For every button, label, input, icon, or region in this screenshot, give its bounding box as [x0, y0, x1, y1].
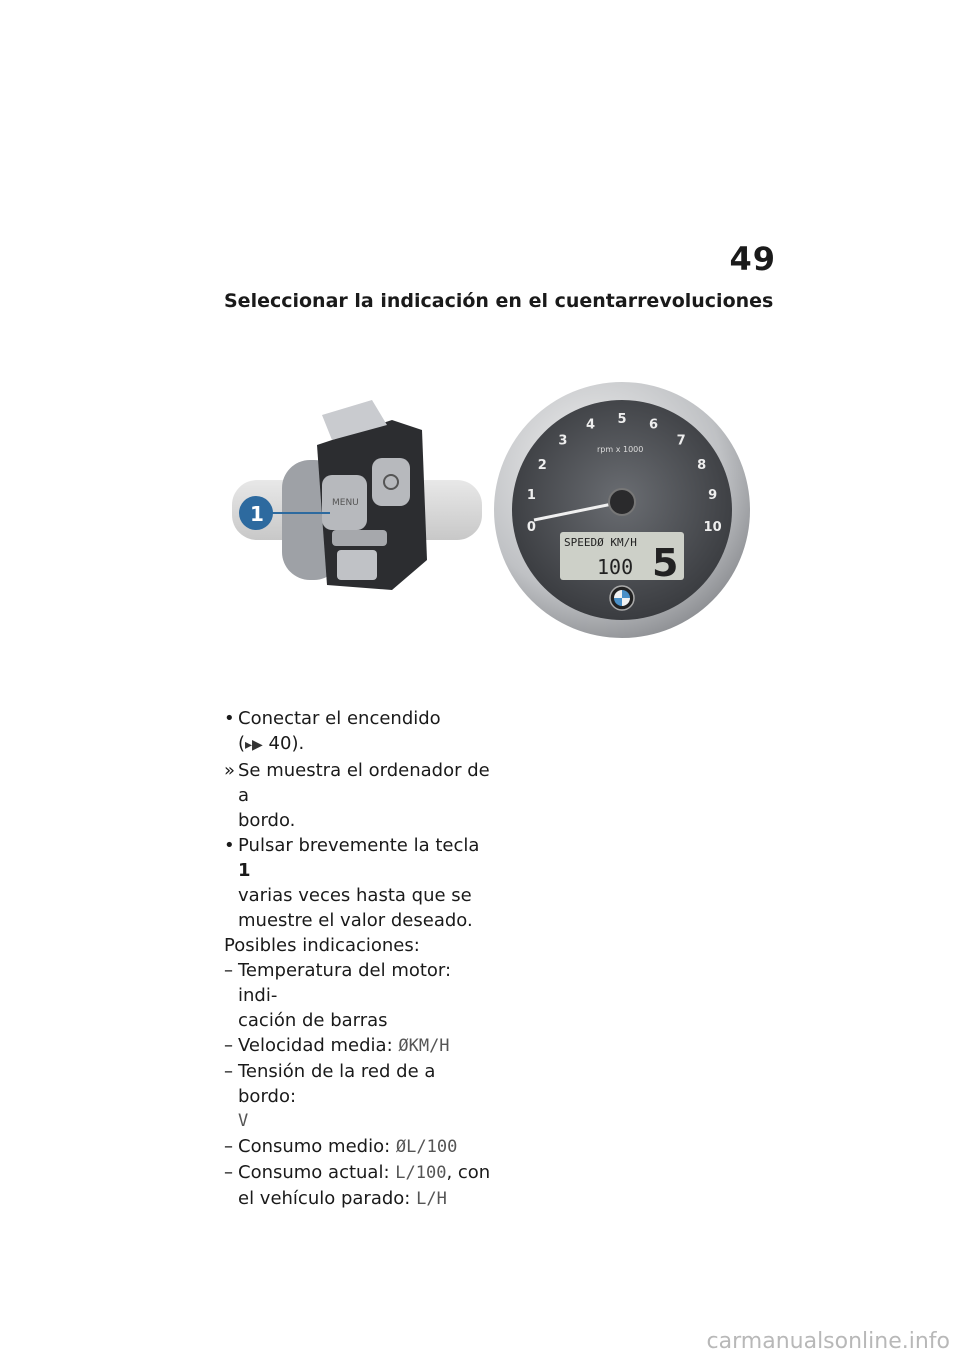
callout-1-label: 1 — [250, 502, 264, 526]
possible-label: Posibles indicaciones: — [224, 935, 420, 956]
dash-icon: – — [224, 1162, 233, 1183]
dash-icon: – — [224, 1061, 233, 1082]
item-text: Velocidad media: — [238, 1035, 399, 1056]
tacho-tick-label: 5 — [617, 412, 627, 427]
section-heading: Seleccionar la indicación en el cuentarrevoluciones — [224, 290, 774, 312]
ref-open: ( — [238, 733, 246, 754]
result-1 — [224, 758, 494, 808]
step-1 — [224, 706, 494, 731]
watermark: carmanualsonline.info — [706, 1329, 950, 1354]
result-1-cont: bordo. — [238, 810, 296, 831]
tacho-tick-label: 8 — [697, 458, 707, 473]
item-suffix: , con — [446, 1162, 491, 1183]
item-text: Consumo actual: — [238, 1162, 396, 1183]
instrument-figure — [222, 360, 782, 680]
tacho-tick-label: 4 — [585, 417, 596, 433]
menu-key-label: MENU — [332, 498, 359, 508]
item-code: ØKM/H — [398, 1036, 450, 1056]
item-code: ØL/100 — [395, 1137, 458, 1157]
item-cont-text: el vehículo parado: — [238, 1188, 417, 1209]
lower-switch — [337, 550, 377, 580]
item-cont-code: L/H — [416, 1189, 447, 1209]
instructions — [224, 706, 494, 1212]
step-1-text: Conectar el encendido — [238, 708, 441, 729]
rocker-switch — [332, 530, 387, 546]
dash-icon: – — [224, 1136, 233, 1157]
lcd-top-label: SPEEDØ KM/H — [564, 536, 637, 549]
dash-icon: – — [224, 960, 233, 981]
tacho-tick-label: 9 — [708, 488, 718, 503]
item-cont — [224, 1186, 494, 1212]
step-2 — [224, 833, 494, 883]
bullet-icon: • — [224, 708, 235, 729]
tacho-tick-label: 6 — [648, 417, 659, 433]
step-2-cont-2: muestre el valor deseado. — [238, 910, 473, 931]
list-item — [224, 1059, 494, 1109]
tacho-tick-label: 1 — [526, 488, 536, 503]
item-text: Tensión de la red de a bordo: — [238, 1061, 436, 1107]
list-item — [224, 1134, 494, 1160]
dash-icon: – — [224, 1035, 233, 1056]
lcd-value: 100 — [597, 555, 634, 579]
lcd-gear: 5 — [652, 541, 679, 585]
page-number: 49 — [729, 240, 776, 278]
tacho-tick-label: 7 — [676, 433, 686, 449]
step-2-key: 1 — [238, 860, 251, 881]
item-cont: cación de barras — [238, 1010, 388, 1031]
result-arrow-icon: » — [224, 760, 236, 781]
needle-hub — [609, 489, 635, 515]
item-text: Temperatura del motor: indi- — [238, 960, 452, 1006]
bullet-icon: • — [224, 835, 235, 856]
tacho-tick-label: 10 — [703, 520, 722, 535]
item-text: Consumo medio: — [238, 1136, 396, 1157]
instrument-illustration — [222, 360, 782, 680]
result-1-text: Se muestra el ordenador de a — [238, 760, 490, 806]
page-ref-arrow-icon: ▸▶ — [245, 737, 263, 753]
tacho-tick-label: 0 — [526, 520, 536, 535]
step-1-ref — [224, 731, 494, 758]
power-key — [372, 458, 410, 506]
tacho-tick-label: 3 — [558, 433, 568, 449]
step-2-cont-1: varias veces hasta que se — [238, 885, 472, 906]
tacho-unit-label: rpm x 1000 — [597, 445, 644, 454]
tacho-tick-label: 2 — [537, 458, 547, 473]
item-code: V — [238, 1111, 249, 1131]
list-item — [224, 958, 494, 1008]
step-2-text: Pulsar brevemente la tecla — [238, 835, 480, 856]
ref-page: 40). — [262, 733, 305, 754]
list-item — [224, 1160, 494, 1186]
item-code: L/100 — [395, 1163, 447, 1183]
list-item — [224, 1033, 494, 1059]
